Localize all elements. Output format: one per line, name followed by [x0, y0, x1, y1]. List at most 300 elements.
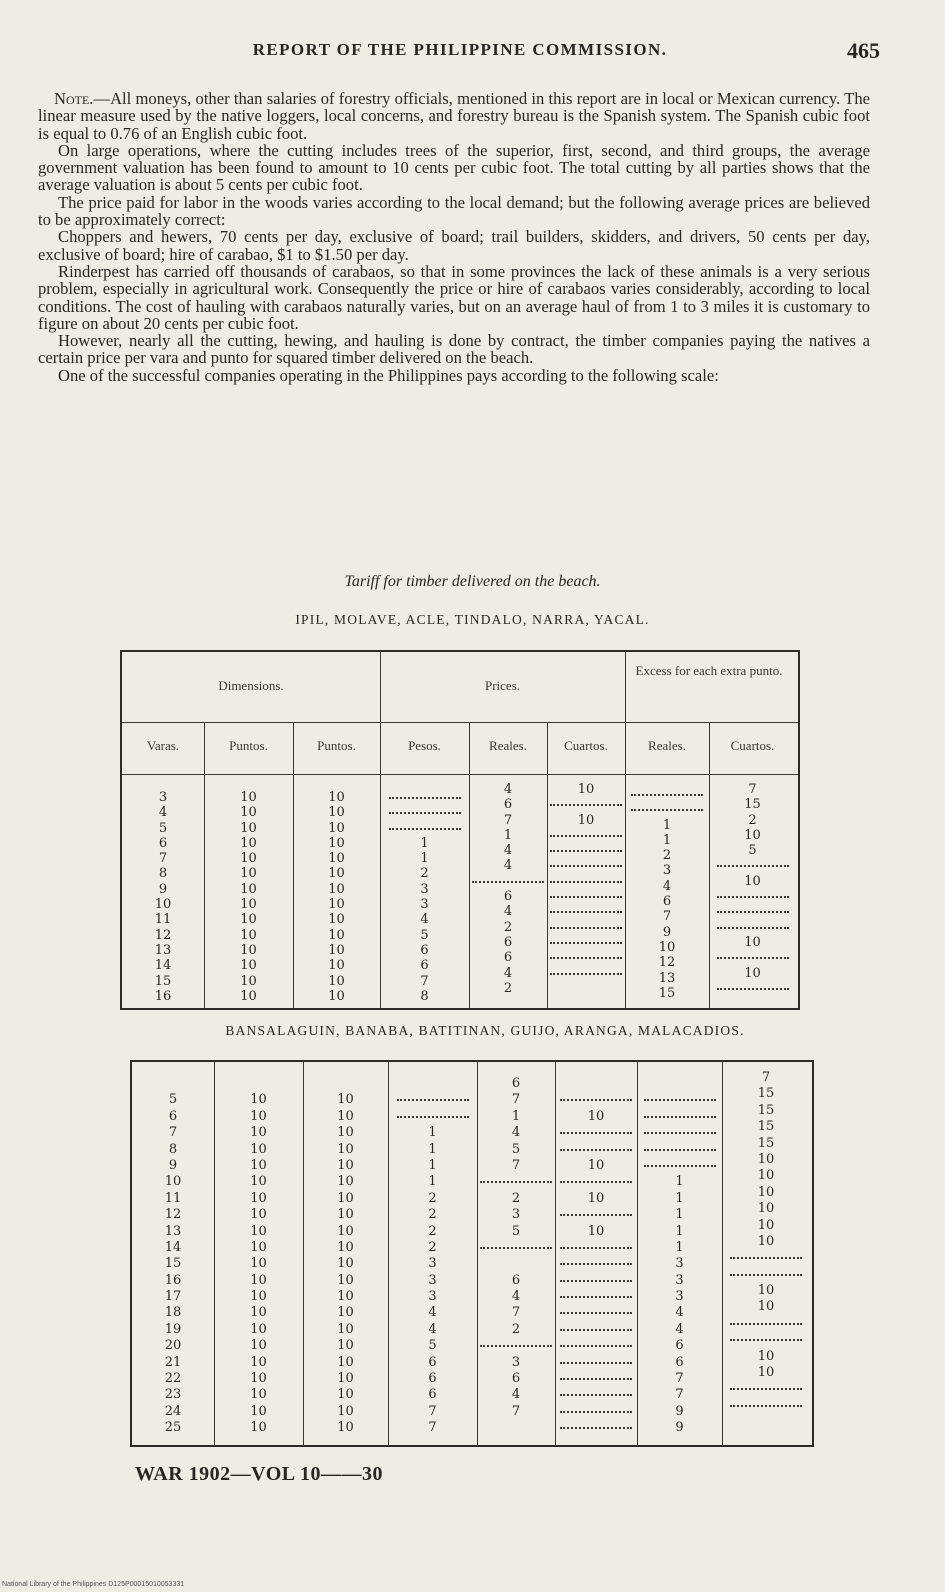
- table-cell: [555, 1092, 637, 1108]
- paragraph: On large operations, where the cutting includes trees of the superior, first, second, and third groups, the average government valuation has been found to amount to 10 cents per cubic foot. The total cutting by all parties shows that the average valuation is about 5 cents per cubic foot.: [38, 140, 870, 195]
- table-cell: 4: [511, 1125, 521, 1141]
- table-cell: 1: [675, 1223, 684, 1239]
- table-cell: 10: [250, 1420, 267, 1436]
- table-cell: [555, 1355, 637, 1371]
- table-cell: [469, 874, 547, 889]
- note-paragraph: [38, 90, 870, 142]
- table-cell: 10: [154, 897, 172, 913]
- table1-column: [547, 782, 625, 996]
- table-cell: [637, 1125, 722, 1141]
- table-cell: 8: [168, 1141, 178, 1157]
- table-cell: 2: [428, 1207, 437, 1223]
- table-cell: 10: [250, 1239, 267, 1255]
- table-cell: 6: [428, 1371, 437, 1387]
- table-cell: 4: [428, 1305, 437, 1321]
- dotted-leader: [631, 802, 703, 811]
- table-cell: 15: [757, 1102, 775, 1118]
- table-cell: 24: [164, 1403, 182, 1419]
- table-cell: 8: [420, 988, 429, 1004]
- table-cell: 10: [337, 1289, 354, 1305]
- table-cell: 10: [328, 851, 345, 867]
- table-cell: 10: [587, 1157, 605, 1173]
- dotted-leader: [717, 981, 789, 990]
- table-cell: 1: [420, 835, 429, 851]
- table-cell: 2: [511, 1190, 521, 1206]
- table-cell: 10: [250, 1223, 267, 1239]
- table-cell: 10: [757, 1233, 775, 1249]
- dotted-leader: [560, 1305, 632, 1314]
- table-cell: [380, 805, 469, 820]
- table-cell: 10: [328, 912, 345, 928]
- table-cell: 5: [748, 843, 757, 859]
- table-cell: 10: [757, 1299, 775, 1315]
- dotted-leader: [550, 904, 622, 913]
- paragraph: Choppers and hewers, 70 cents per day, exclusive of board; trail builders, skidders, and drivers, 50 cents per day, exclusive of board; hire of carabao, $1 to $1.50 per day.: [38, 227, 870, 264]
- table-cell: 7: [420, 973, 429, 989]
- table-cell: [555, 1322, 637, 1338]
- dotted-leader: [730, 1381, 802, 1390]
- table-cell: 3: [420, 881, 429, 897]
- table-cell: 4: [511, 1289, 521, 1305]
- dotted-leader: [560, 1371, 632, 1380]
- table-cell: 10: [250, 1338, 267, 1354]
- table1-column: [625, 787, 709, 1001]
- table-cell: [555, 1371, 637, 1387]
- dotted-leader: [644, 1092, 716, 1101]
- table-cell: 15: [757, 1135, 775, 1151]
- table-cell: 10: [250, 1289, 267, 1305]
- table-cell: 10: [240, 927, 257, 943]
- table-cell: 10: [250, 1354, 267, 1370]
- table-cell: 10: [337, 1403, 354, 1419]
- table-cell: [555, 1174, 637, 1190]
- table1-column: [380, 790, 469, 1004]
- table-cell: 6: [428, 1354, 437, 1370]
- table-cell: 12: [164, 1207, 182, 1223]
- table-cell: 4: [503, 843, 513, 859]
- dotted-leader: [560, 1355, 632, 1364]
- dotted-leader: [550, 874, 622, 883]
- table-cell: 10: [240, 973, 257, 989]
- table-cell: 4: [158, 805, 168, 821]
- dotted-leader: [397, 1092, 469, 1101]
- paragraph: However, nearly all the cutting, hewing, and hauling is done by contract, the timber companies paying the natives a certain price per vara and punto for squared timber delivered on the beach.: [38, 331, 870, 368]
- table-cell: [214, 1076, 303, 1092]
- table-cell: [722, 1267, 810, 1283]
- table-cell: [547, 981, 625, 996]
- table-cell: 3: [428, 1256, 437, 1272]
- table-cell: 4: [420, 912, 429, 928]
- table-cell: 10: [250, 1125, 267, 1141]
- dotted-leader: [550, 858, 622, 867]
- table-cell: 10: [250, 1403, 267, 1419]
- table-cell: 11: [164, 1190, 182, 1206]
- table-cell: 13: [154, 942, 172, 958]
- dotted-leader: [480, 1240, 552, 1249]
- table-cell: 6: [420, 958, 429, 974]
- column-header: Puntos.: [229, 738, 268, 753]
- table-cell: 10: [337, 1174, 354, 1190]
- table-cell: 6: [158, 835, 168, 851]
- header-rule: [122, 722, 798, 723]
- table-cell: 10: [577, 782, 595, 797]
- table-cell: [625, 787, 709, 802]
- table-cell: [709, 920, 796, 935]
- table-cell: 6: [662, 894, 672, 910]
- table-cell: 21: [164, 1354, 182, 1370]
- table-cell: [722, 1332, 810, 1348]
- table-cell: [637, 1076, 722, 1092]
- column-header: Reales.: [648, 738, 686, 753]
- table-cell: 4: [675, 1321, 684, 1337]
- group-header-prices: Prices.: [484, 678, 521, 693]
- table-cell: 10: [328, 866, 345, 882]
- table-cell: 1: [420, 851, 429, 867]
- table-cell: [555, 1207, 637, 1223]
- table-cell: 9: [675, 1403, 684, 1419]
- table-cell: 10: [240, 851, 257, 867]
- table-cell: [555, 1404, 637, 1420]
- table-cell: 10: [250, 1371, 267, 1387]
- table-cell: 3: [662, 863, 672, 879]
- dotted-leader: [644, 1125, 716, 1134]
- table-cell: 10: [240, 912, 257, 928]
- dotted-leader: [389, 821, 461, 830]
- table-cell: [709, 889, 796, 904]
- table-cell: 6: [503, 950, 513, 966]
- table-cell: 10: [240, 866, 257, 882]
- table-cell: 10: [328, 927, 345, 943]
- table-cell: 2: [420, 866, 429, 882]
- table-cell: 10: [250, 1092, 267, 1108]
- dotted-leader: [644, 1142, 716, 1151]
- table-cell: [547, 920, 625, 935]
- table-cell: [709, 858, 796, 873]
- table-cell: [477, 1174, 555, 1190]
- table-cell: 1: [675, 1190, 684, 1206]
- table-cell: 7: [511, 1403, 521, 1419]
- table-cell: 5: [511, 1141, 521, 1157]
- tariff-table-2: [130, 1060, 814, 1447]
- table-cell: 10: [328, 881, 345, 897]
- table-cell: 4: [503, 965, 513, 981]
- dotted-leader: [550, 843, 622, 852]
- table-cell: [637, 1109, 722, 1125]
- column-header: Pesos.: [408, 738, 441, 753]
- dotted-leader: [550, 797, 622, 806]
- table-cell: 10: [337, 1190, 354, 1206]
- table-cell: [625, 802, 709, 817]
- table-cell: 10: [337, 1354, 354, 1370]
- table-cell: 6: [420, 942, 429, 958]
- dotted-leader: [560, 1338, 632, 1347]
- table-cell: [477, 1240, 555, 1256]
- table-cell: 6: [428, 1387, 437, 1403]
- table-cell: 7: [428, 1420, 437, 1436]
- note-label: Note.: [54, 89, 94, 108]
- dotted-leader: [730, 1267, 802, 1276]
- table-cell: 1: [428, 1157, 437, 1173]
- table-cell: 7: [503, 812, 513, 828]
- running-title: REPORT OF THE PHILIPPINE COMMISSION.: [252, 40, 668, 59]
- table-cell: 4: [511, 1387, 521, 1403]
- dotted-leader: [389, 790, 461, 799]
- table-cell: 15: [164, 1256, 182, 1272]
- table-cell: 1: [428, 1141, 437, 1157]
- table-cell: [722, 1250, 810, 1266]
- dotted-leader: [560, 1125, 632, 1134]
- table-cell: 5: [511, 1223, 521, 1239]
- table-cell: 15: [154, 973, 172, 989]
- table-cell: 10: [240, 958, 257, 974]
- tariff-title: Tariff for timber delivered on the beach.: [344, 573, 601, 590]
- table-cell: 15: [757, 1086, 775, 1102]
- table-cell: [555, 1240, 637, 1256]
- table-cell: 10: [240, 988, 257, 1004]
- scan-credit: National Library of the Philippines D125P00015010053331: [2, 1581, 185, 1588]
- dotted-leader: [717, 889, 789, 898]
- paragraph: One of the successful companies operating in the Philippines pays according to the following scale:: [58, 365, 719, 385]
- table1-column: [204, 790, 293, 1004]
- table-cell: 10: [250, 1321, 267, 1337]
- table-cell: 10: [250, 1141, 267, 1157]
- table-cell: [555, 1256, 637, 1272]
- table1-column: [469, 782, 547, 996]
- table-cell: 10: [328, 790, 345, 805]
- table2-column: [477, 1076, 555, 1437]
- table-cell: 10: [250, 1157, 267, 1173]
- dotted-leader: [560, 1273, 632, 1282]
- dotted-leader: [397, 1109, 469, 1118]
- table-cell: 2: [503, 980, 513, 996]
- table-cell: 6: [168, 1108, 178, 1124]
- table-cell: 4: [503, 904, 513, 920]
- tariff-table-1: [120, 650, 800, 1010]
- dotted-leader: [550, 920, 622, 929]
- table-cell: 10: [328, 988, 345, 1004]
- table-cell: 3: [675, 1289, 684, 1305]
- page-number: 465: [847, 38, 880, 63]
- table-cell: 10: [757, 1283, 775, 1299]
- table-cell: 10: [337, 1371, 354, 1387]
- table-cell: 10: [587, 1108, 605, 1124]
- dotted-leader: [560, 1092, 632, 1101]
- dotted-leader: [644, 1158, 716, 1167]
- dotted-leader: [560, 1207, 632, 1216]
- table-cell: 10: [337, 1321, 354, 1337]
- table-cell: [722, 1381, 810, 1397]
- table2-column: [303, 1076, 388, 1437]
- table-cell: [477, 1420, 555, 1436]
- note-text: —All moneys, other than salaries of forestry officials, mentioned in this report are in local or Mexican currency. The linear measure used by the native loggers, local concerns, and forestry bureau is the Spanish system. The Spanish cubic foot is equal to 0.76 of an English cubic foot.: [38, 89, 870, 143]
- table-cell: 10: [250, 1190, 267, 1206]
- dotted-leader: [550, 828, 622, 837]
- table-cell: [547, 797, 625, 812]
- table-cell: 10: [587, 1190, 605, 1206]
- table-cell: [547, 843, 625, 858]
- dotted-leader: [730, 1316, 802, 1325]
- table-cell: 3: [675, 1256, 684, 1272]
- table-cell: 1: [675, 1207, 684, 1223]
- table-cell: 10: [337, 1420, 354, 1436]
- table-cell: [547, 874, 625, 889]
- table-cell: 1: [428, 1125, 437, 1141]
- table-cell: [555, 1289, 637, 1305]
- dotted-leader: [550, 889, 622, 898]
- dotted-leader: [717, 920, 789, 929]
- dotted-leader: [717, 904, 789, 913]
- dotted-leader: [644, 1109, 716, 1118]
- table-cell: 2: [428, 1190, 437, 1206]
- table-cell: 2: [428, 1223, 437, 1239]
- table-cell: 10: [337, 1387, 354, 1403]
- table-cell: [132, 1076, 214, 1092]
- page-header: [40, 38, 880, 68]
- dotted-leader: [730, 1250, 802, 1259]
- table-cell: 10: [240, 897, 257, 913]
- table-cell: 17: [164, 1289, 182, 1305]
- table-cell: [555, 1076, 637, 1092]
- table-cell: [547, 904, 625, 919]
- table-cell: 10: [337, 1092, 354, 1108]
- table-cell: 10: [328, 897, 345, 913]
- table-cell: 4: [662, 878, 672, 894]
- table-cell: 16: [154, 988, 172, 1004]
- table-cell: 10: [328, 942, 345, 958]
- table-cell: 10: [250, 1387, 267, 1403]
- table-cell: 10: [744, 934, 761, 950]
- dotted-leader: [560, 1404, 632, 1413]
- table-cell: 4: [675, 1305, 684, 1321]
- table-cell: 10: [240, 881, 257, 897]
- dotted-leader: [472, 874, 544, 883]
- table-cell: [547, 858, 625, 873]
- dotted-leader: [730, 1332, 802, 1341]
- table2-column: [132, 1076, 214, 1437]
- body-text: [38, 90, 870, 384]
- table-cell: 10: [250, 1305, 267, 1321]
- table-cell: 1: [662, 817, 672, 833]
- table-cell: 10: [328, 973, 345, 989]
- table-cell: [637, 1092, 722, 1108]
- table2-column: [555, 1076, 637, 1437]
- table-cell: 10: [757, 1201, 775, 1217]
- table-cell: 7: [662, 909, 672, 925]
- table-cell: [709, 981, 796, 996]
- table-cell: 23: [164, 1387, 182, 1403]
- header-rule: [122, 774, 798, 775]
- dotted-leader: [560, 1256, 632, 1265]
- table-cell: 10: [337, 1305, 354, 1321]
- table-cell: 10: [744, 965, 761, 981]
- table-cell: 10: [577, 812, 595, 828]
- table-cell: [547, 935, 625, 950]
- table-cell: 10: [337, 1157, 354, 1173]
- table-cell: [547, 950, 625, 965]
- table-cell: 10: [240, 942, 257, 958]
- table2-subtitle: BANSALAGUIN, BANABA, BATITINAN, GUIJO, ARANGA, MALACADIOS.: [225, 1023, 745, 1038]
- table-cell: 7: [158, 851, 168, 867]
- table-cell: 10: [757, 1168, 775, 1184]
- dotted-leader: [560, 1387, 632, 1396]
- table-cell: 16: [164, 1272, 182, 1288]
- table-cell: 10: [250, 1108, 267, 1124]
- table-cell: 6: [503, 889, 513, 905]
- column-header: Cuartos.: [730, 738, 775, 753]
- table-cell: 7: [511, 1092, 521, 1108]
- table-cell: 3: [511, 1354, 521, 1370]
- column-header: Cuartos.: [564, 738, 608, 753]
- table-cell: 10: [240, 790, 257, 805]
- dotted-leader: [480, 1174, 552, 1183]
- table-cell: 6: [503, 934, 513, 950]
- table-cell: 3: [675, 1272, 684, 1288]
- table-cell: [303, 1076, 388, 1092]
- table1-column: [293, 790, 380, 1004]
- table-cell: 10: [250, 1256, 267, 1272]
- table-cell: 3: [428, 1272, 437, 1288]
- column-header: Reales.: [489, 738, 527, 753]
- table-cell: 10: [757, 1217, 775, 1233]
- dotted-leader: [550, 950, 622, 959]
- group-header-excess: Excess for each extra punto.: [635, 663, 783, 678]
- table-cell: 10: [757, 1184, 775, 1200]
- table-cell: 10: [337, 1141, 354, 1157]
- table-cell: [709, 904, 796, 919]
- table-cell: 14: [164, 1239, 182, 1255]
- dotted-leader: [389, 805, 461, 814]
- table-cell: [388, 1109, 477, 1125]
- table-cell: 5: [168, 1092, 178, 1108]
- table-cell: 10: [337, 1256, 354, 1272]
- table-cell: 6: [511, 1272, 521, 1288]
- table-cell: 10: [337, 1223, 354, 1239]
- table-cell: 4: [428, 1321, 437, 1337]
- dotted-leader: [717, 950, 789, 959]
- table-cell: 15: [658, 985, 676, 1001]
- table-cell: [555, 1142, 637, 1158]
- table-cell: [722, 1316, 810, 1332]
- table-cell: 3: [158, 790, 168, 805]
- table-cell: [388, 1076, 477, 1092]
- dotted-leader: [550, 935, 622, 944]
- signature-line: WAR 1902—VOL 10——30: [135, 1463, 384, 1485]
- table-cell: 11: [154, 912, 172, 928]
- table-cell: 2: [511, 1321, 521, 1337]
- table-cell: 10: [328, 820, 345, 836]
- table-cell: 10: [337, 1272, 354, 1288]
- table-cell: 10: [744, 827, 761, 843]
- table-cell: 10: [757, 1365, 775, 1381]
- table-cell: 20: [164, 1338, 182, 1354]
- table-cell: 6: [675, 1354, 684, 1370]
- table-cell: 9: [662, 924, 672, 940]
- table-cell: 2: [662, 848, 672, 864]
- table-cell: 6: [503, 797, 513, 813]
- table-cell: 1: [675, 1239, 684, 1255]
- table-cell: 2: [748, 812, 757, 828]
- table-cell: 10: [337, 1207, 354, 1223]
- table-cell: 3: [420, 897, 429, 913]
- table1-subtitle: IPIL, MOLAVE, ACLE, TINDALO, NARRA, YACAL.: [295, 612, 650, 627]
- table-cell: [555, 1387, 637, 1403]
- dotted-leader: [560, 1174, 632, 1183]
- table-cell: 10: [337, 1338, 354, 1354]
- table-cell: 12: [658, 955, 676, 971]
- table-cell: 4: [503, 782, 513, 797]
- group-header-dimensions: Dimensions.: [218, 678, 284, 693]
- table1-column: [122, 790, 204, 1004]
